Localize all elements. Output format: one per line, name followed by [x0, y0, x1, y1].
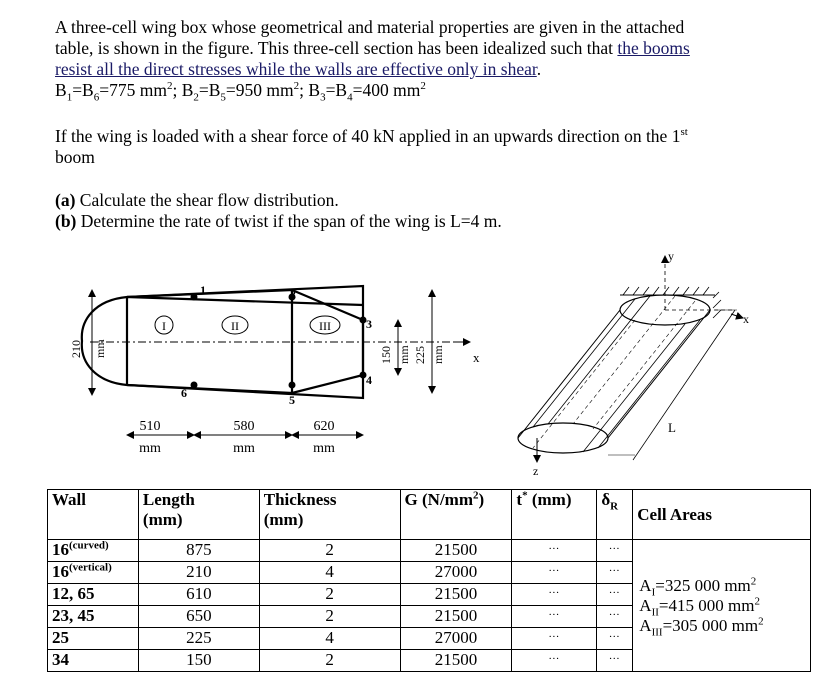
- cell-t: …: [512, 584, 597, 606]
- intro-line-2: table, is shown in the figure. This three-cell section has been idealized such that: [55, 38, 618, 58]
- area-label: A: [639, 595, 652, 615]
- cell-thickness: 4: [259, 628, 400, 650]
- intro-period: .: [536, 59, 542, 79]
- dim-210-value: 210: [69, 340, 83, 358]
- header-thickness-unit: (mm): [263, 510, 304, 529]
- wall-text: 16: [52, 562, 69, 581]
- dim-210-unit: mm: [93, 339, 107, 358]
- properties-table: [47, 489, 811, 672]
- cell-g: 27000: [400, 628, 512, 650]
- dim-620-value: 620: [313, 419, 335, 434]
- loading-line-1: If the wing is loaded with a shear force of 40 kN applied in an upwards direction on the 1: [55, 126, 681, 146]
- wing-box-cross-section: [60, 280, 500, 460]
- boom-text: =B: [198, 80, 221, 100]
- header-t: [512, 490, 597, 540]
- header-t-sup: *: [522, 489, 528, 502]
- axis-x3d-label: x: [743, 312, 749, 326]
- header-length-text: Length: [142, 490, 195, 509]
- header-g-text: G (N/mm: [404, 490, 474, 509]
- cell-wall: [48, 584, 139, 606]
- area-value: =325 000 mm: [655, 575, 751, 595]
- boom-sup: 2: [420, 80, 426, 93]
- loading-sup: st: [680, 126, 688, 139]
- task-list: [55, 190, 502, 232]
- boom-sup: 2: [293, 80, 300, 93]
- header-g-end: ): [478, 490, 485, 509]
- boom-text: ; B: [172, 80, 194, 100]
- cell-g: 21500: [400, 540, 512, 562]
- cell-areas: [633, 540, 811, 672]
- cell-thickness: 2: [259, 584, 400, 606]
- header-length-unit: (mm): [142, 510, 183, 529]
- wall-sup: (curved): [69, 539, 109, 552]
- boom-label-6: 6: [181, 386, 187, 400]
- cell-t: …: [512, 562, 597, 584]
- top-skin-2: [127, 290, 292, 297]
- dim-225-value: 225: [413, 346, 427, 364]
- header-t-text: t: [516, 490, 523, 509]
- wall-text: 16: [52, 540, 69, 559]
- cell-delta: …: [597, 606, 633, 628]
- bottom-skin: [127, 385, 292, 393]
- cell-wall: [48, 540, 139, 562]
- header-g-sup: 2: [473, 489, 479, 502]
- cell-delta: …: [597, 562, 633, 584]
- boom-text: =B: [325, 80, 348, 100]
- wall-sup: (vertical): [69, 561, 112, 574]
- header-t-end: (mm): [527, 490, 572, 509]
- boom-text: ; B: [299, 80, 321, 100]
- cell-thickness: 2: [259, 540, 400, 562]
- header-delta-text: δ: [601, 490, 611, 509]
- cell-g: 21500: [400, 606, 512, 628]
- cell-length: 150: [138, 650, 259, 672]
- wall-text: 23, 45: [52, 606, 95, 625]
- header-wall-text: Wall: [52, 490, 87, 509]
- boom-1: [191, 294, 198, 301]
- axis-z-label: z: [533, 464, 539, 478]
- header-length: [138, 490, 259, 540]
- header-areas-text: Cell Areas: [637, 504, 713, 524]
- cell-g: 27000: [400, 562, 512, 584]
- boom-sup: 2: [166, 80, 173, 93]
- area-sub: II: [651, 605, 659, 618]
- wall-text: 34: [52, 650, 69, 669]
- cell-delta: …: [597, 650, 633, 672]
- loading-paragraph: [55, 126, 688, 168]
- area-sub: I: [651, 585, 656, 598]
- cell-wall: [48, 562, 139, 584]
- wall-text: 25: [52, 628, 69, 647]
- cell-thickness: 2: [259, 606, 400, 628]
- area-I: [639, 576, 806, 596]
- table-header-row: [48, 490, 811, 540]
- cell-wall: [48, 628, 139, 650]
- bottom-skin-2: [292, 375, 363, 393]
- header-thickness-text: Thickness: [263, 490, 337, 509]
- boom-sub: 3: [320, 91, 326, 104]
- boom-label-3: 3: [366, 317, 372, 331]
- area-III: [639, 616, 806, 636]
- boom-sub: 2: [193, 91, 199, 104]
- cell-wall: [48, 606, 139, 628]
- cell-delta: …: [597, 584, 633, 606]
- cell-wall: [48, 650, 139, 672]
- cell-label-I: I: [162, 319, 166, 333]
- dim-580-unit: mm: [233, 441, 255, 456]
- boom-text: B: [55, 80, 67, 100]
- boom-value: =950 mm: [225, 80, 294, 100]
- area-sup: 2: [750, 574, 757, 587]
- boom-text: =B: [72, 80, 94, 100]
- dim-510-value: 510: [139, 419, 161, 434]
- cell-thickness: 4: [259, 562, 400, 584]
- loading-line-2: boom: [55, 147, 95, 167]
- area-value: =305 000 mm: [662, 615, 759, 635]
- boom-label-5: 5: [289, 393, 295, 407]
- cell-t: …: [512, 540, 597, 562]
- wing-3d-sketch: [505, 250, 805, 480]
- header-g: [400, 490, 512, 540]
- boom-5: [289, 382, 296, 389]
- table-row: [48, 540, 811, 562]
- dim-580-value: 580: [233, 419, 255, 434]
- span-label: L: [668, 420, 676, 435]
- header-thickness: [259, 490, 400, 540]
- header-delta-sub: R: [610, 500, 619, 513]
- area-sub: III: [651, 625, 663, 638]
- dim-150-value: 150: [379, 346, 393, 364]
- boom-sub: 1: [66, 91, 73, 104]
- cell-label-II: II: [231, 319, 239, 333]
- cell-delta: …: [597, 540, 633, 562]
- area-value: =415 000 mm: [658, 595, 755, 615]
- task-b-label: (b): [55, 211, 77, 231]
- top-skin: [127, 297, 363, 305]
- cell-length: 210: [138, 562, 259, 584]
- cell-g: 21500: [400, 584, 512, 606]
- task-a-text: Calculate the shear flow distribution.: [75, 190, 339, 210]
- boom-sub: 4: [347, 91, 353, 104]
- boom-label-1: 1: [200, 283, 206, 297]
- cell-length: 650: [138, 606, 259, 628]
- intro-line-1: A three-cell wing box whose geometrical and material properties are given in the attached: [55, 17, 685, 37]
- boom-value: =400 mm: [352, 80, 421, 100]
- area-label: A: [639, 575, 652, 595]
- task-b-text: Determine the rate of twist if the span of the wing is L=4 m.: [76, 211, 502, 231]
- area-sup: 2: [754, 594, 760, 607]
- wall-text: 12, 65: [52, 584, 95, 603]
- area-sup: 2: [758, 614, 764, 627]
- boom-label-2: 2: [290, 287, 296, 301]
- cell-t: …: [512, 606, 597, 628]
- dim-620-unit: mm: [313, 441, 335, 456]
- cell-label-III: III: [319, 319, 331, 333]
- cell-thickness: 2: [259, 650, 400, 672]
- header-areas: [633, 490, 811, 540]
- header-wall: [48, 490, 139, 540]
- cell-length: 610: [138, 584, 259, 606]
- cell-t: …: [512, 650, 597, 672]
- intro-paragraph: [55, 17, 690, 80]
- area-label: A: [639, 615, 652, 635]
- boom-areas-line: [55, 80, 426, 104]
- boom-6: [191, 382, 198, 389]
- axis-x-label: x: [473, 350, 480, 365]
- axis-y-label: y: [668, 250, 674, 263]
- boom-sub: 5: [220, 91, 226, 104]
- dim-510-unit: mm: [139, 441, 161, 456]
- header-delta: [597, 490, 633, 540]
- task-a-label: (a): [55, 190, 76, 210]
- dim-150-unit: mm: [397, 345, 411, 364]
- cell-delta: …: [597, 628, 633, 650]
- dim-225-unit: mm: [431, 345, 445, 364]
- cell-g: 21500: [400, 650, 512, 672]
- cell-length: 875: [138, 540, 259, 562]
- boom-label-4: 4: [366, 373, 372, 387]
- intro-line-3-underlined: resist all the direct stresses while the walls are effective only in shear: [55, 59, 537, 79]
- area-II: [639, 596, 806, 616]
- boom-value: =775 mm: [99, 80, 167, 100]
- intro-line-2-underlined: the booms: [617, 38, 690, 58]
- cell-t: …: [512, 628, 597, 650]
- boom-sub: 6: [93, 91, 100, 104]
- cell-length: 225: [138, 628, 259, 650]
